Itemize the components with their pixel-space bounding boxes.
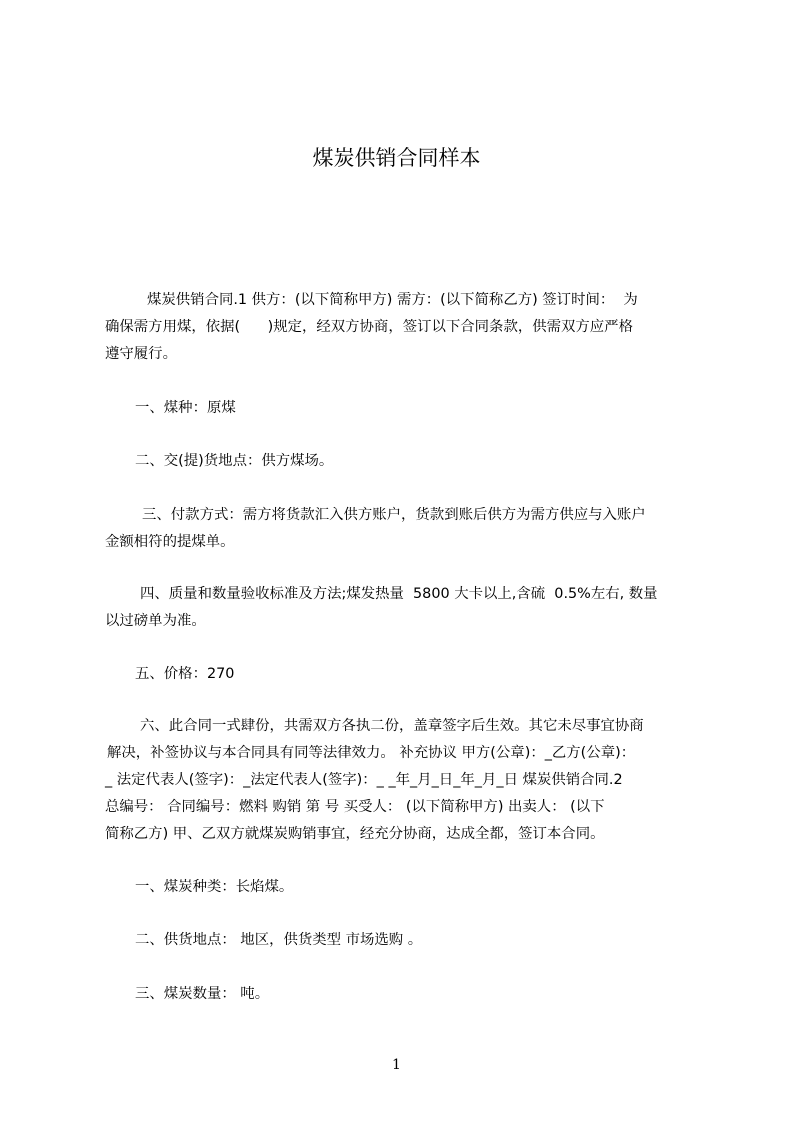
page-number: 1 bbox=[392, 1057, 401, 1073]
text-line: 三、付款方式：需方将货款汇入供方账户，货款到账后供方为需方供应与入账户 bbox=[142, 507, 646, 523]
text-line: 四、质量和数量验收标准及方法;煤发热量 5800 大卡以上,含硫 0.5%左右, 数量 bbox=[140, 586, 658, 602]
text-line: 金额相符的提煤单。 bbox=[105, 534, 235, 550]
document-title: 煤炭供销合同样本 bbox=[312, 146, 481, 170]
text-line: 六、此合同一式肆份，共需双方各执二份，盖章签字后生效。其它未尽事宜协商 bbox=[140, 718, 644, 734]
text-line: _ 法定代表人(签字)：_法定代表人(签字)：_ _年_月_日_年_月_日 煤炭供销合同.2 bbox=[105, 772, 623, 788]
text-line: 确保需方用煤，依据( )规定，经双方协商，签订以下合同条款，供需双方应严格 bbox=[105, 319, 633, 335]
text-line: 简称乙方) 甲、乙双方就煤炭购销事宜，经充分协商，达成全都，签订本合同。 bbox=[105, 826, 605, 842]
text-line: 二、供货地点： 地区，供货类型 市场选购 。 bbox=[135, 932, 423, 948]
text-line: 五、价格：270 bbox=[135, 666, 235, 682]
text-line: 三、煤炭数量： 吨。 bbox=[135, 986, 270, 1002]
text-line: 以过磅单为准。 bbox=[105, 613, 206, 629]
text-line: 一、煤种：原煤 bbox=[135, 400, 236, 416]
text-line: 解决，补签协议与本合同具有同等法律效力。 补充协议 甲方(公章)：_乙方(公章)： bbox=[107, 745, 636, 761]
text-line: 二、交(提)货地点：供方煤场。 bbox=[135, 453, 334, 469]
text-line: 遵守履行。 bbox=[105, 346, 177, 362]
text-line: 一、煤炭种类：长焰煤。 bbox=[135, 879, 294, 895]
text-line: 总编号： 合同编号：燃料 购销 第 号 买受人： (以下简称甲方) 出卖人： (以下 bbox=[105, 799, 605, 815]
text-line: 煤炭供销合同.1 供方：(以下简称甲方) 需方：(以下简称乙方) 签订时间： 为 bbox=[147, 292, 638, 308]
